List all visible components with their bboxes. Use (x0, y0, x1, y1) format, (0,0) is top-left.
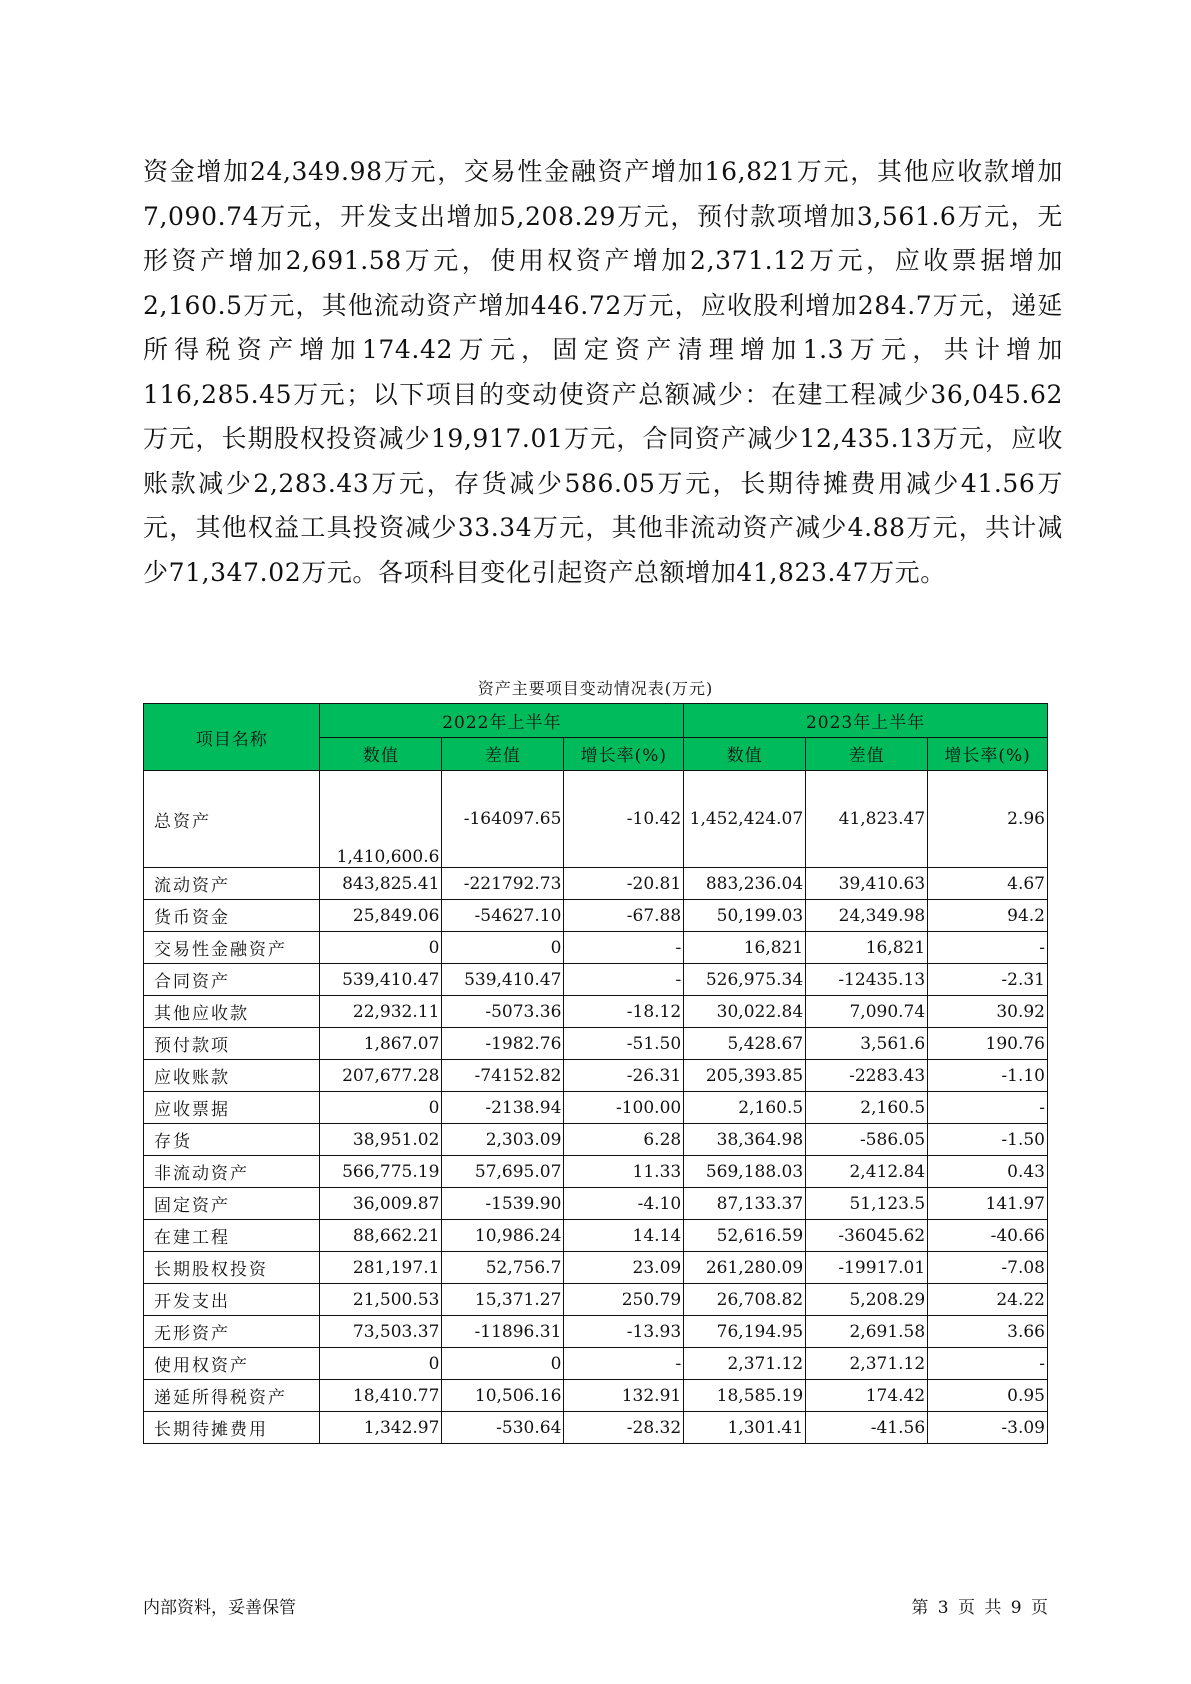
cell-2023-growth: - (928, 1348, 1048, 1380)
column-group-2022h1: 2022年上半年 (320, 704, 684, 738)
row-label: 在建工程 (144, 1220, 320, 1252)
cell-2022-diff: 10,506.16 (442, 1380, 564, 1412)
column-group-2023h1: 2023年上半年 (684, 704, 1048, 738)
table-row (144, 1348, 1048, 1380)
column-header-2023-value: 数值 (684, 737, 806, 771)
cell-2023-value: 50,199.03 (684, 900, 806, 932)
cell-2022-value: 207,677.28 (320, 1060, 442, 1092)
cell-2023-diff: 3,561.6 (806, 1028, 928, 1060)
cell-2023-growth: 4.67 (928, 868, 1048, 900)
cell-2023-value: 16,821 (684, 932, 806, 964)
cell-2022-value: 281,197.1 (320, 1252, 442, 1284)
row-label: 长期股权投资 (144, 1252, 320, 1284)
cell-2022-growth: -13.93 (564, 1316, 684, 1348)
cell-2023-diff: 5,208.29 (806, 1284, 928, 1316)
cell-2022-value: 1,410,600.6 (320, 771, 442, 868)
cell-2022-growth: -26.31 (564, 1060, 684, 1092)
table-row (144, 996, 1048, 1028)
cell-2023-diff: 2,691.58 (806, 1316, 928, 1348)
cell-2023-diff: -41.56 (806, 1412, 928, 1444)
cell-2023-diff: 51,123.5 (806, 1188, 928, 1220)
cell-2023-growth: 30.92 (928, 996, 1048, 1028)
cell-2023-diff: 2,371.12 (806, 1348, 928, 1380)
cell-2022-diff: -54627.10 (442, 900, 564, 932)
cell-2022-diff: -530.64 (442, 1412, 564, 1444)
cell-2023-growth: 2.96 (928, 771, 1048, 868)
table-row (144, 1252, 1048, 1284)
cell-2022-diff: -164097.65 (442, 771, 564, 868)
cell-2023-diff: 7,090.74 (806, 996, 928, 1028)
cell-2022-growth: 11.33 (564, 1156, 684, 1188)
cell-2023-value: 18,585.19 (684, 1380, 806, 1412)
cell-2022-growth: -51.50 (564, 1028, 684, 1060)
cell-2023-growth: 24.22 (928, 1284, 1048, 1316)
cell-2022-growth: -28.32 (564, 1412, 684, 1444)
row-label: 其他应收款 (144, 996, 320, 1028)
cell-2022-value: 21,500.53 (320, 1284, 442, 1316)
row-label: 非流动资产 (144, 1156, 320, 1188)
cell-2022-growth: -18.12 (564, 996, 684, 1028)
cell-2023-value: 1,452,424.07 (684, 771, 806, 868)
cell-2022-diff: -11896.31 (442, 1316, 564, 1348)
cell-2022-diff: 10,986.24 (442, 1220, 564, 1252)
cell-2022-value: 88,662.21 (320, 1220, 442, 1252)
cell-2022-value: 1,867.07 (320, 1028, 442, 1060)
cell-2022-diff: 539,410.47 (442, 964, 564, 996)
cell-2023-growth: -2.31 (928, 964, 1048, 996)
cell-2023-diff: -19917.01 (806, 1252, 928, 1284)
cell-2022-value: 22,932.11 (320, 996, 442, 1028)
cell-2022-diff: 15,371.27 (442, 1284, 564, 1316)
cell-2022-value: 566,775.19 (320, 1156, 442, 1188)
row-label: 应收票据 (144, 1092, 320, 1124)
row-label: 存货 (144, 1124, 320, 1156)
cell-2022-value: 73,503.37 (320, 1316, 442, 1348)
cell-2022-growth: 132.91 (564, 1380, 684, 1412)
cell-2023-growth: 190.76 (928, 1028, 1048, 1060)
column-header-item-name: 项目名称 (144, 704, 320, 771)
row-label: 预付款项 (144, 1028, 320, 1060)
cell-2022-diff: -1539.90 (442, 1188, 564, 1220)
cell-2022-diff: -2138.94 (442, 1092, 564, 1124)
cell-2023-value: 87,133.37 (684, 1188, 806, 1220)
table-row (144, 1156, 1048, 1188)
cell-2023-diff: 2,160.5 (806, 1092, 928, 1124)
cell-2022-growth: - (564, 932, 684, 964)
cell-2022-value: 0 (320, 932, 442, 964)
table-row (144, 1188, 1048, 1220)
cell-2023-value: 30,022.84 (684, 996, 806, 1028)
table-row (144, 932, 1048, 964)
row-label: 应收账款 (144, 1060, 320, 1092)
row-label: 固定资产 (144, 1188, 320, 1220)
cell-2022-value: 539,410.47 (320, 964, 442, 996)
cell-2023-growth: 0.95 (928, 1380, 1048, 1412)
cell-2022-growth: -20.81 (564, 868, 684, 900)
table-row (144, 900, 1048, 932)
footer-page-number: 第 3 页 共 9 页 (911, 1598, 1048, 1618)
cell-2023-growth: 94.2 (928, 900, 1048, 932)
cell-2023-diff: 174.42 (806, 1380, 928, 1412)
body-paragraph: 资金增加24,349.98万元，交易性金融资产增加16,821万元，其他应收款增加7,090.74万元，开发支出增加5,208.29万元，预付款项增加3,561.6万元，无形资产增加2,691.58万元，使用权资产增加2,371.12万元，应收票据增加2,160.5万元，其他流动资产增加446.72万元，应收股利增加284.7万元，递延所得税资产增加174.42万元，固定资产清理增加1.3万元，共计增加116,285.45万元；以下项目的变动使资产总额减少：在建工程减少36,045.62万元，长期股权投资减少19,917.01万元，合同资产减少12,435.13万元，应收账款减少2,283.43万元，存货减少586.05万元，长期待摊费用减少41.56万元，其他权益工具投资减少33.34万元，其他非流动资产减少4.88万元，共计减少71,347.02万元。各项科目变化引起资产总额增加41,823.47万元。 (143, 157, 1063, 587)
cell-2023-growth: -1.50 (928, 1124, 1048, 1156)
row-label: 流动资产 (144, 868, 320, 900)
cell-2023-value: 76,194.95 (684, 1316, 806, 1348)
cell-2023-value: 2,160.5 (684, 1092, 806, 1124)
cell-2022-value: 36,009.87 (320, 1188, 442, 1220)
table-row (144, 1092, 1048, 1124)
table-row (144, 771, 1048, 868)
cell-2022-growth: -100.00 (564, 1092, 684, 1124)
cell-2022-value: 18,410.77 (320, 1380, 442, 1412)
cell-2023-value: 526,975.34 (684, 964, 806, 996)
row-label: 总资产 (144, 771, 320, 868)
cell-2023-value: 2,371.12 (684, 1348, 806, 1380)
row-label: 无形资产 (144, 1316, 320, 1348)
asset-change-table (143, 703, 1048, 1444)
table-row (144, 1060, 1048, 1092)
cell-2022-value: 38,951.02 (320, 1124, 442, 1156)
cell-2022-diff: 2,303.09 (442, 1124, 564, 1156)
cell-2022-growth: -67.88 (564, 900, 684, 932)
table-row (144, 1284, 1048, 1316)
cell-2023-diff: -36045.62 (806, 1220, 928, 1252)
cell-2022-value: 0 (320, 1092, 442, 1124)
cell-2022-growth: -4.10 (564, 1188, 684, 1220)
row-label: 使用权资产 (144, 1348, 320, 1380)
row-label: 货币资金 (144, 900, 320, 932)
table-row (144, 1220, 1048, 1252)
cell-2023-value: 38,364.98 (684, 1124, 806, 1156)
table-row (144, 964, 1048, 996)
cell-2022-value: 25,849.06 (320, 900, 442, 932)
column-header-2023-growth: 增长率(%) (928, 737, 1048, 771)
row-label: 递延所得税资产 (144, 1380, 320, 1412)
cell-2023-diff: -2283.43 (806, 1060, 928, 1092)
cell-2023-value: 5,428.67 (684, 1028, 806, 1060)
cell-2022-diff: -221792.73 (442, 868, 564, 900)
table-row (144, 1124, 1048, 1156)
cell-2023-growth: 3.66 (928, 1316, 1048, 1348)
cell-2022-growth: 23.09 (564, 1252, 684, 1284)
row-label: 开发支出 (144, 1284, 320, 1316)
cell-2022-growth: 14.14 (564, 1220, 684, 1252)
table-row (144, 868, 1048, 900)
cell-2023-diff: -12435.13 (806, 964, 928, 996)
cell-2023-growth: - (928, 1092, 1048, 1124)
cell-2023-value: 883,236.04 (684, 868, 806, 900)
cell-2023-growth: -40.66 (928, 1220, 1048, 1252)
cell-2022-diff: -1982.76 (442, 1028, 564, 1060)
cell-2023-value: 261,280.09 (684, 1252, 806, 1284)
cell-2022-diff: 57,695.07 (442, 1156, 564, 1188)
cell-2023-value: 52,616.59 (684, 1220, 806, 1252)
cell-2023-value: 205,393.85 (684, 1060, 806, 1092)
header-row-groups (144, 704, 1048, 738)
cell-2023-diff: 2,412.84 (806, 1156, 928, 1188)
cell-2022-value: 0 (320, 1348, 442, 1380)
table-row (144, 1412, 1048, 1444)
row-label: 交易性金融资产 (144, 932, 320, 964)
cell-2022-growth: - (564, 1348, 684, 1380)
table-row (144, 1316, 1048, 1348)
cell-2023-growth: -7.08 (928, 1252, 1048, 1284)
column-header-2022-growth: 增长率(%) (564, 737, 684, 771)
cell-2023-growth: -3.09 (928, 1412, 1048, 1444)
cell-2023-diff: 24,349.98 (806, 900, 928, 932)
cell-2023-value: 26,708.82 (684, 1284, 806, 1316)
cell-2023-growth: - (928, 932, 1048, 964)
cell-2022-diff: 0 (442, 1348, 564, 1380)
cell-2022-growth: - (564, 964, 684, 996)
row-label: 长期待摊费用 (144, 1412, 320, 1444)
column-header-2022-value: 数值 (320, 737, 442, 771)
cell-2023-value: 1,301.41 (684, 1412, 806, 1444)
footer-confidential-note: 内部资料，妥善保管 (143, 1598, 296, 1618)
cell-2023-growth: 141.97 (928, 1188, 1048, 1220)
row-label: 合同资产 (144, 964, 320, 996)
cell-2022-growth: 6.28 (564, 1124, 684, 1156)
cell-2022-value: 1,342.97 (320, 1412, 442, 1444)
column-header-2023-diff: 差值 (806, 737, 928, 771)
cell-2022-value: 843,825.41 (320, 868, 442, 900)
table-caption: 资产主要项目变动情况表(万元) (477, 679, 714, 698)
cell-2023-diff: -586.05 (806, 1124, 928, 1156)
cell-2022-diff: -74152.82 (442, 1060, 564, 1092)
cell-2023-growth: -1.10 (928, 1060, 1048, 1092)
cell-2023-diff: 41,823.47 (806, 771, 928, 868)
cell-2023-value: 569,188.03 (684, 1156, 806, 1188)
cell-2022-growth: 250.79 (564, 1284, 684, 1316)
cell-2023-growth: 0.43 (928, 1156, 1048, 1188)
cell-2023-diff: 39,410.63 (806, 868, 928, 900)
cell-2022-diff: 0 (442, 932, 564, 964)
cell-2022-diff: -5073.36 (442, 996, 564, 1028)
column-header-2022-diff: 差值 (442, 737, 564, 771)
table-row (144, 1380, 1048, 1412)
cell-2022-growth: -10.42 (564, 771, 684, 868)
table-row (144, 1028, 1048, 1060)
cell-2022-diff: 52,756.7 (442, 1252, 564, 1284)
cell-2023-diff: 16,821 (806, 932, 928, 964)
